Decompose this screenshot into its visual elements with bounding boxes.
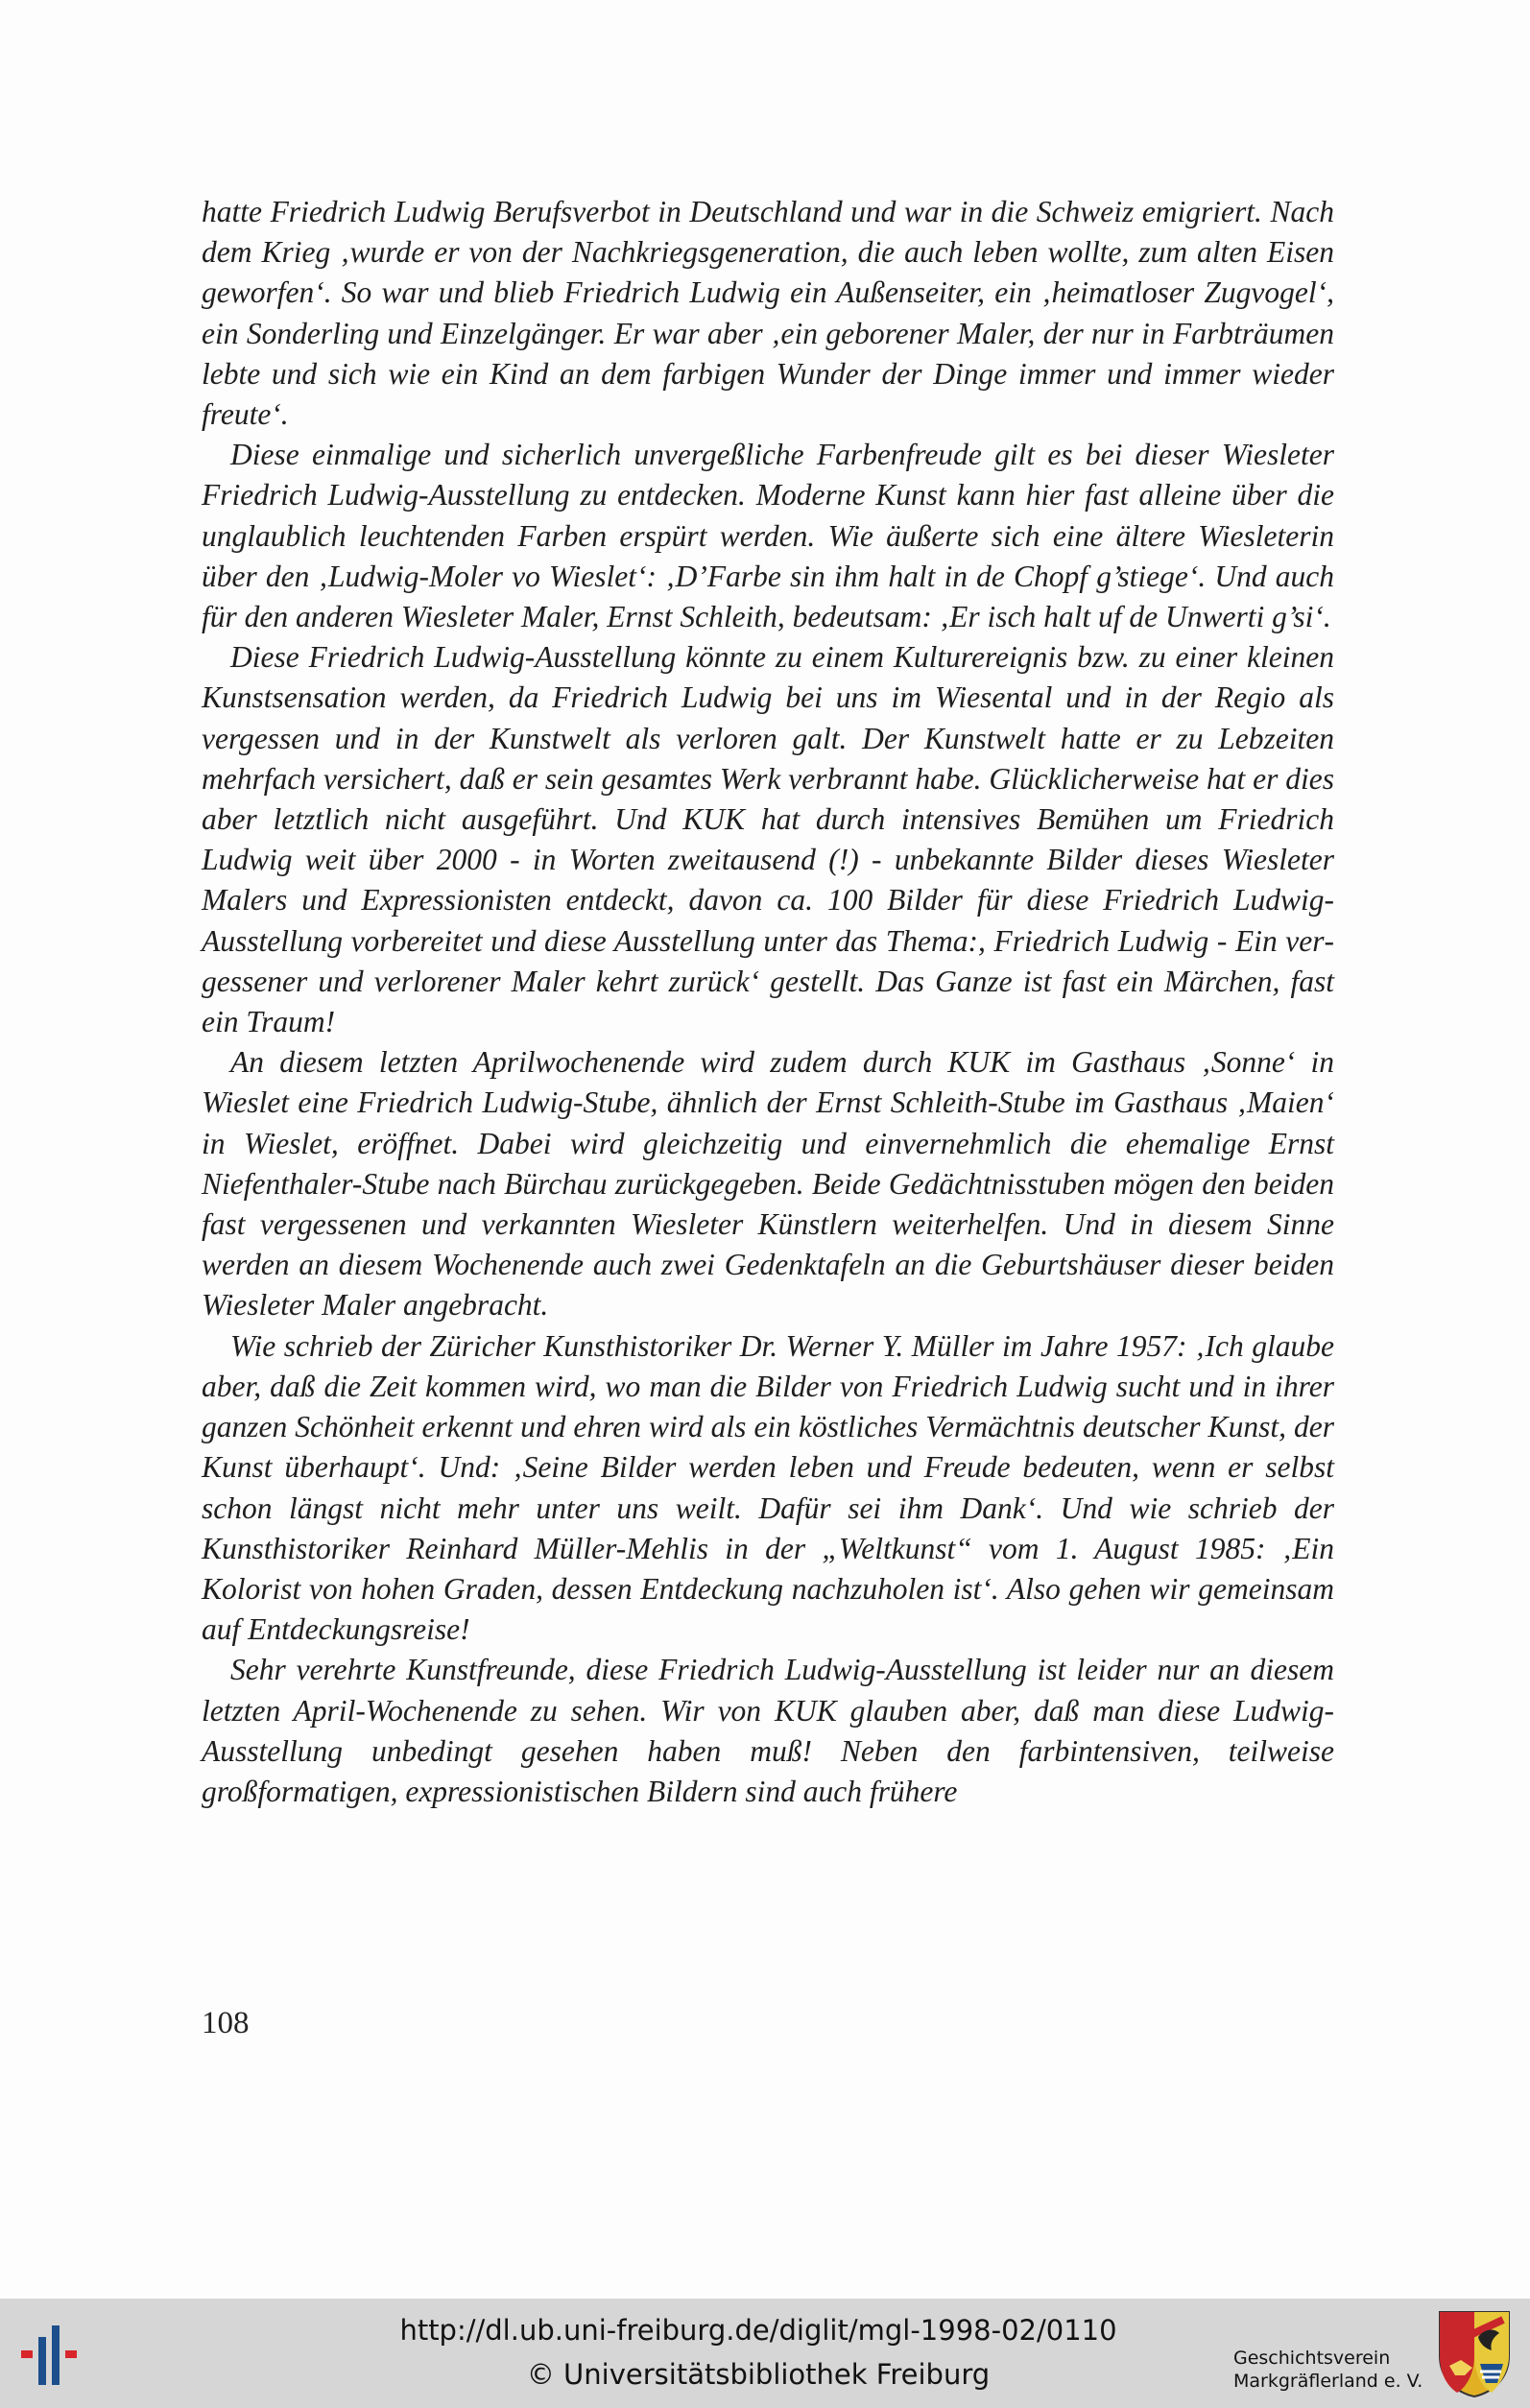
footer-citation [365, 2308, 1152, 2396]
paragraph: Diese einmalige und sicherlich unvergeßliche Farbenfreude gilt es bei dieser Wiesleter Friedrich Ludwig-Ausstellung zu entdecken. Moderne Kunst kann hier fast alleine über die unglaublich leuchtenden Farben erspürt werden. Wie äußerte sich eine ältere Wiesleterin über den ‚Ludwig-Moler vo Wieslet‘: ‚D’Farbe sin ihm halt in de Chopf g’stiege‘. Und auch für den anderen Wiesleter Maler, Ernst Schleith, bedeutsam: ‚Er isch halt uf de Unwerti g’si‘. [202, 438, 1334, 634]
society-name [1233, 2347, 1422, 2393]
page-number: 108 [202, 2006, 250, 2040]
paragraph: Diese Friedrich Ludwig-Ausstellung könnte zu einem Kulturereignis bzw. zu einer kleinen Kunstsensation werden, da Friedrich Ludwig bei uns im Wiesental und in der Regio als vergessen und in der Kunstwelt als verloren galt. Der Kunstwelt hatte er zu Lebzeiten mehrfach versichert, daß er sein gesamtes Werk verbrannt habe. Glücklicherweise hat er dies aber letztlich nicht ausgeführt. Und KUK hat durch intensives Bemühen um Friedrich Ludwig weit über 2000 - in Worten zweitausend (!) - unbekannte Bilder dieses Wiesleter Malers und Expressionisten entdeckt, davon ca. 100 Bilder für diese Friedrich Ludwig-Ausstellung vorbereitet und diese Ausstellung unter das Thema:, Friedrich Ludwig - Ein vergessener und verlorener Maler kehrt zurück‘ gestellt. Das Ganze ist fast ein Märchen, fast ein Traum! [202, 640, 1334, 1039]
paragraph: An diesem letzten Aprilwochenende wird zudem durch KUK im Gasthaus ‚Sonne‘ in Wieslet eine Friedrich Ludwig-Stube, ähnlich der Ernst Schleith-Stube im Gasthaus ‚Maien‘ in Wieslet, eröffnet. Dabei wird gleichzeitig und einvernehmlich die ehemalige Ernst Niefenthaler-Stube nach Bürchau zurückgegeben. Beide Gedächtnisstuben mögen den beiden fast vergessenen und verkannten Wiesleter Künstlern weiterhelfen. Und in diesem Sinne werden an diesem Wochenende auch zwei Gedenktafeln an die Geburtshäuser dieser beiden Wiesleter Maler angebracht. [202, 1045, 1334, 1323]
paragraph: Sehr verehrte Kunstfreunde, diese Friedrich Ludwig-Ausstellung ist leider nur an diesem letzten April-Wochenende zu sehen. Wir von KUK glauben aber, daß man diese Ludwig-Ausstellung unbedingt gesehen haben muß! Neben den farbintensiven, teilweise großformatigen, expressionistischen Bildern sind auch frühere [202, 1653, 1334, 1808]
body-text [202, 192, 1334, 1812]
permalink[interactable]: http://dl.ub.uni-freiburg.de/diglit/mgl-1998-02/0110 [399, 2314, 1117, 2347]
society-line-1: Geschichtsverein [1233, 2348, 1391, 2369]
paragraph: hatte Friedrich Ludwig Berufsverbot in Deutschland und war in die Schweiz emigriert. Nach dem Krieg ‚wurde er von der Nachkriegsgeneration, die auch leben wollte, zum alten Eisen geworfen‘. So war und blieb Friedrich Ludwig ein Außenseiter, ein ‚heimatloser Zugvogel‘, ein Sonderling und Einzelgänger. Er war aber ‚ein geborener Maler, der nur in Farbträumen lebte und sich wie ein Kind an dem farbigen Wunder der Dinge immer und immer wieder freute‘. [202, 195, 1334, 432]
coat-of-arms-icon [1436, 2308, 1513, 2398]
society-line-2: Markgräflerland e. V. [1233, 2371, 1423, 2392]
paragraph: Wie schrieb der Züricher Kunsthistoriker Dr. Werner Y. Müller im Jahre 1957: ‚Ich glaube aber, daß die Zeit kommen wird, wo man die Bilder von Friedrich Ludwig sucht und in ihrer ganzen Schönheit erkennt und ehren wird als ein köstliches Vermächtnis deutscher Kunst, der Kunst überhaupt‘. Und: ‚Seine Bilder werden leben und Freude bedeuten, wenn er selbst schon längst nicht mehr unter uns weilt. Dafür sei ihm Dank‘. Und wie schrieb der Kunsthistoriker Reinhard Müller-Mehlis in der „Weltkunst“ vom 1. August 1985: ‚Ein Kolorist von hohen Graden, dessen Entdeckung nachzuholen ist‘. Also gehen wir gemeinsam auf Entdeckungsreise! [202, 1328, 1334, 1647]
ub-freiburg-logo-icon[interactable] [21, 2324, 98, 2385]
footer-bar [0, 2299, 1530, 2408]
copyright-text: © Universitätsbibliothek Freiburg [526, 2358, 991, 2391]
